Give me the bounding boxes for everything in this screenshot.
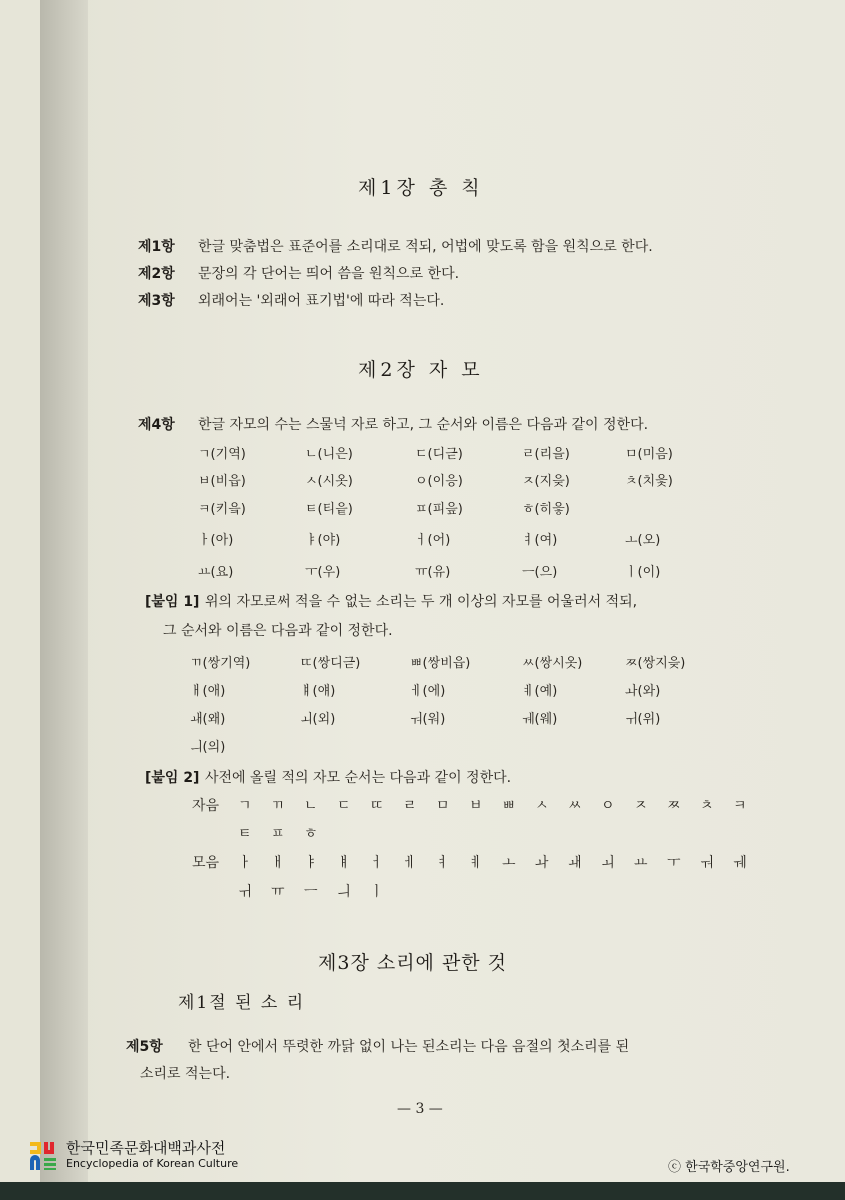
jamo-entry: ㅓ(어) [415, 533, 451, 548]
jamo-letter: ㅚ [601, 855, 615, 871]
jamo-letter: ㄷ [337, 798, 351, 814]
jamo-entry: ㅐ(애) [190, 684, 226, 699]
jamo-entry: ㅠ(유) [415, 565, 451, 580]
jamo-entry: ㅝ(워) [410, 712, 446, 727]
jamo-letter: ㅐ [271, 855, 285, 871]
jamo-letter: ㅇ [601, 798, 615, 814]
jamo-letter: ㄱ [238, 798, 252, 814]
jamo-letter: ㅃ [502, 798, 516, 814]
jamo-letter: ㅅ [535, 798, 549, 814]
jamo-entry: ㅆ(쌍시옷) [522, 656, 583, 671]
jamo-letter: ㅓ [370, 855, 384, 871]
jamo-entry: ㅒ(얘) [300, 684, 336, 699]
jamo-entry: ㅜ(우) [305, 565, 341, 580]
jamo-entry: ㅂ(비읍) [198, 474, 246, 489]
jamo-letter: ㅠ [271, 884, 285, 900]
jamo-entry: ㅋ(키읔) [198, 502, 246, 517]
jamo-entry: ㅅ(시옷) [305, 474, 353, 489]
article1-label: 제1항 [138, 239, 175, 255]
note1-label: [붙임 1] [145, 594, 200, 610]
logo-english-text: Encyclopedia of Korean Culture [66, 1157, 239, 1170]
jamo-letter: ㄹ [403, 798, 417, 814]
jamo-letter: ㄴ [304, 798, 318, 814]
jamo-entry: ㅞ(웨) [522, 712, 558, 727]
jamo-entry: ㅚ(외) [300, 712, 336, 727]
jamo-letter: ㅌ [238, 826, 252, 842]
jamo-letter: ㅜ [667, 855, 681, 871]
page-number: — 3 — [397, 1101, 443, 1117]
jamo-letter: ㅈ [634, 798, 648, 814]
vowel-sequence [238, 852, 766, 872]
jamo-entry: ㄷ(디귿) [415, 447, 463, 462]
jamo-entry: ㅎ(히읗) [522, 502, 570, 517]
jamo-letter: ㅊ [700, 798, 714, 814]
article2-label: 제2항 [138, 266, 175, 282]
jamo-letter: ㅒ [337, 855, 351, 871]
jamo-entry: ㅇ(이응) [415, 474, 463, 489]
article3-label: 제3항 [138, 293, 175, 309]
jamo-entry: ㅣ(이) [625, 565, 661, 580]
jamo-letter: ㄸ [370, 798, 384, 814]
jamo-letter: ㅔ [403, 855, 417, 871]
article5-label: 제5항 [126, 1039, 163, 1055]
jamo-entry: ㅟ(위) [625, 712, 661, 727]
article2-text: 문장의 각 단어는 띄어 씀을 원칙으로 한다. [198, 266, 460, 282]
note2-label: [붙임 2] [145, 770, 200, 786]
jamo-entry: ㅘ(와) [625, 684, 661, 699]
consonant-sequence [238, 795, 766, 815]
consonant-label: 자음 [192, 798, 220, 814]
jamo-letter: ㅏ [238, 855, 252, 871]
jamo-letter: ㅖ [469, 855, 483, 871]
jamo-letter: ㅕ [436, 855, 450, 871]
chapter1-title: 제1장 총 칙 [358, 177, 484, 199]
jamo-letter: ㅟ [238, 884, 252, 900]
jamo-entry: ㅙ(왜) [190, 712, 226, 727]
jamo-letter: ㅗ [502, 855, 516, 871]
jamo-letter: ㅁ [436, 798, 450, 814]
jamo-letter: ㅆ [568, 798, 582, 814]
article1-text: 한글 맞춤법은 표준어를 소리대로 적되, 어법에 맞도록 함을 원칙으로 한다. [198, 239, 653, 255]
article4-label: 제4항 [138, 417, 175, 433]
jamo-letter: ㅣ [370, 884, 384, 900]
jamo-letter: ㅙ [568, 855, 582, 871]
jamo-letter: ㅘ [535, 855, 549, 871]
jamo-entry: ㄹ(리을) [522, 447, 570, 462]
page-binding-edge [40, 0, 88, 1182]
jamo-entry: ㅗ(오) [625, 533, 661, 548]
jamo-letter: ㅎ [304, 826, 318, 842]
jamo-letter: ㅑ [304, 855, 318, 871]
encyclopedia-logo [30, 1140, 238, 1172]
article5-text-cont: 소리로 적는다. [140, 1066, 231, 1082]
note1-text-cont: 그 순서와 이름은 다음과 같이 정한다. [163, 623, 393, 639]
jamo-entry: ㅡ(으) [522, 565, 558, 580]
jamo-entry: ㅍ(피읖) [415, 502, 463, 517]
jamo-entry: ㄸ(쌍디귿) [300, 656, 361, 671]
jamo-entry: ㅛ(요) [198, 565, 234, 580]
jamo-entry: ㅈ(지읒) [522, 474, 570, 489]
jamo-entry: ㅑ(야) [305, 533, 341, 548]
vowel-label: 모음 [192, 855, 220, 871]
jamo-letter: ㅢ [337, 884, 351, 900]
article5-text: 한 단어 안에서 뚜렷한 까닭 없이 나는 된소리는 다음 음절의 첫소리를 된 [188, 1039, 630, 1055]
jamo-entry: ㄲ(쌍기역) [190, 656, 251, 671]
jamo-letter: ㅛ [634, 855, 648, 871]
background-surface [0, 1182, 845, 1200]
jamo-entry: ㅔ(에) [410, 684, 446, 699]
chapter3-title: 제3장 소리에 관한 것 [318, 952, 508, 974]
jamo-letter: ㅡ [304, 884, 318, 900]
chapter2-title: 제2장 자 모 [358, 359, 484, 381]
logo-icon [30, 1140, 62, 1172]
article4-text: 한글 자모의 수는 스물넉 자로 하고, 그 순서와 이름은 다음과 같이 정한다. [198, 417, 649, 433]
consonant-sequence-cont [238, 823, 337, 843]
jamo-entry: ㅁ(미음) [625, 447, 673, 462]
jamo-letter: ㅞ [733, 855, 747, 871]
jamo-entry: ㅊ(치읓) [625, 474, 673, 489]
section1-title: 제1절 된 소 리 [178, 993, 306, 1013]
jamo-entry: ㄴ(니은) [305, 447, 353, 462]
article3-text: 외래어는 '외래어 표기법'에 따라 적는다. [198, 293, 445, 309]
copyright-notice: ⓒ 한국학중앙연구원. [668, 1160, 790, 1175]
jamo-entry: ㄱ(기역) [198, 447, 246, 462]
jamo-letter: ㄲ [271, 798, 285, 814]
jamo-entry: ㅉ(쌍지읒) [625, 656, 686, 671]
note2-text: 사전에 올릴 적의 자모 순서는 다음과 같이 정한다. [205, 770, 512, 786]
jamo-entry: ㅃ(쌍비읍) [410, 656, 471, 671]
jamo-entry: ㅏ(아) [198, 533, 234, 548]
note1-text: 위의 자모로써 적을 수 없는 소리는 두 개 이상의 자모를 어울러서 적되, [205, 594, 638, 610]
logo-korean-text: 한국민족문화대백과사전 [66, 1139, 226, 1157]
jamo-entry: ㅕ(여) [522, 533, 558, 548]
jamo-letter: ㅝ [700, 855, 714, 871]
jamo-entry: ㅖ(예) [522, 684, 558, 699]
vowel-sequence-cont [238, 881, 403, 901]
jamo-letter: ㅂ [469, 798, 483, 814]
jamo-letter: ㅉ [667, 798, 681, 814]
jamo-letter: ㅍ [271, 826, 285, 842]
jamo-entry: ㅌ(티읕) [305, 502, 353, 517]
jamo-entry: ㅢ(의) [190, 740, 226, 755]
jamo-letter: ㅋ [733, 798, 747, 814]
